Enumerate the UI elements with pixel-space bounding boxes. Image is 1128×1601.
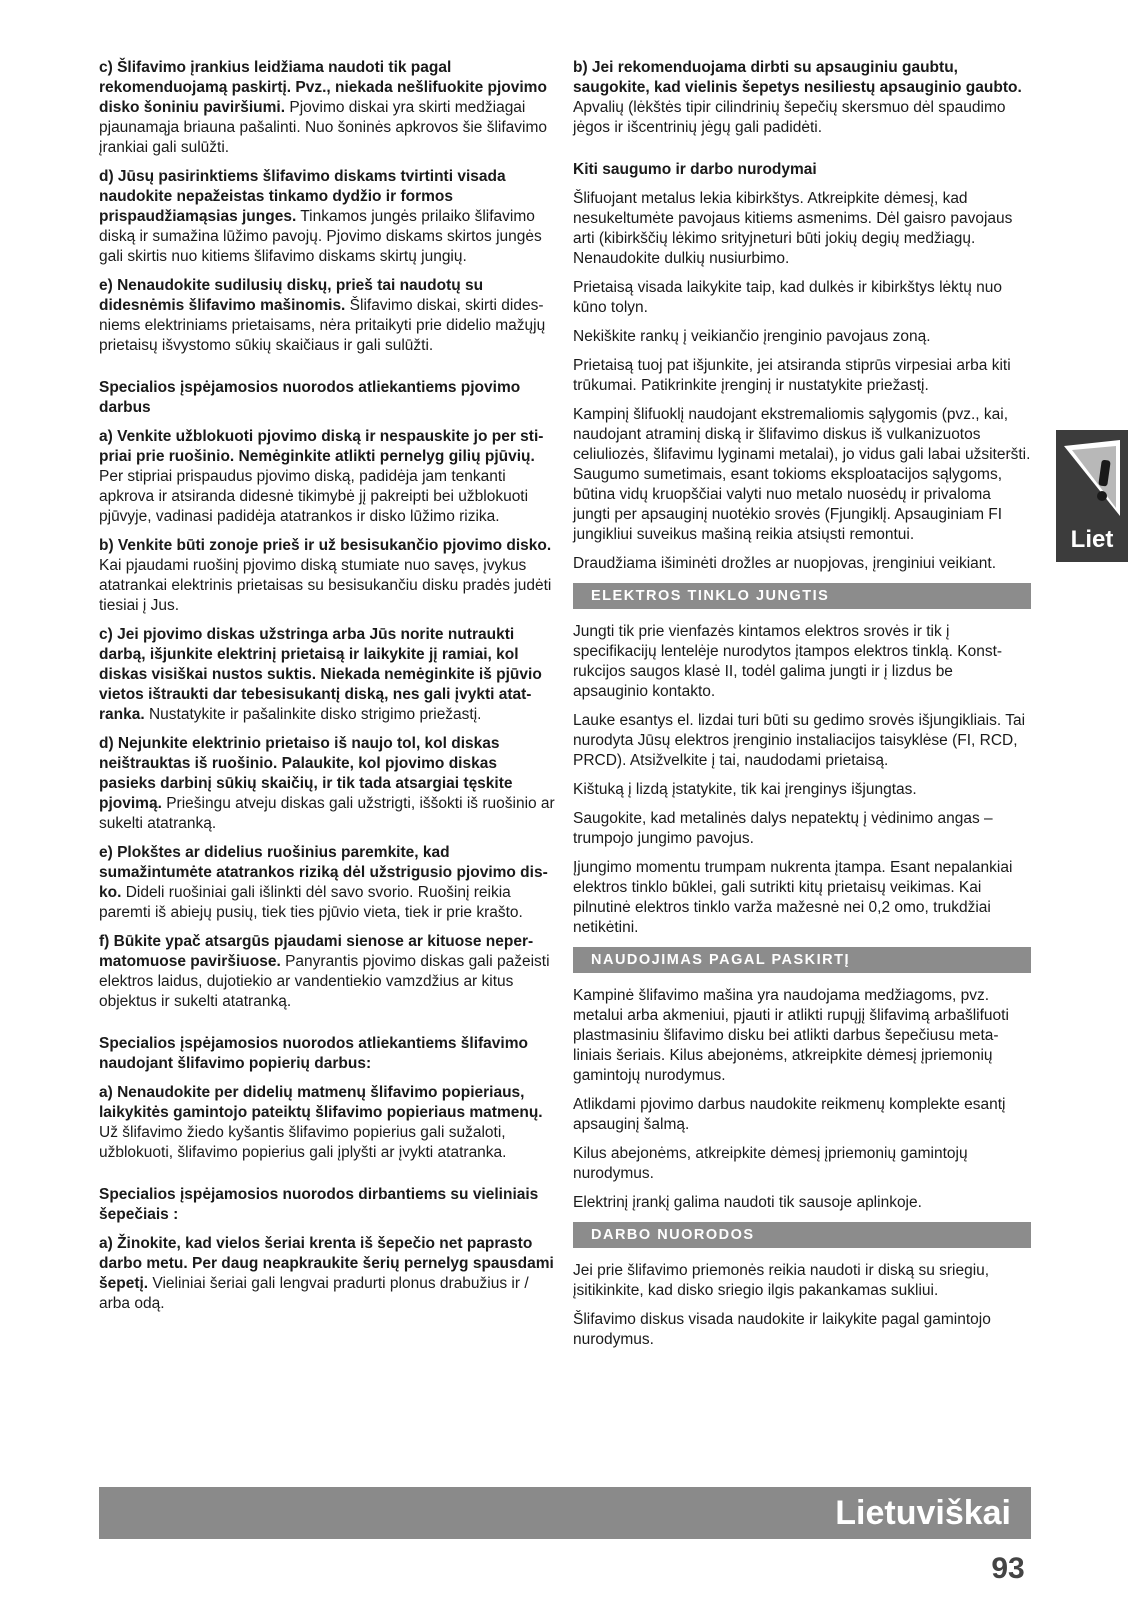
heading-other-safety: Kiti saugumo ir darbo nurodymai bbox=[573, 161, 817, 178]
paragraph-electric-4: Saugokite, kad metalinės dalys nepatektų į vėdinimo angas – trumpojo jungimo pavojus. bbox=[573, 810, 993, 847]
paragraph-electric-5: Įjungimo momentu trumpam nukrenta įtampa. Esant nepalankiai elektros tinklo būklei, gali sutrikti kitų prietaisų veikimas. Kai pilnutinė elektros tinklo varža mažesnė nei 0,2 omo, trukdžiai netikėtini. bbox=[573, 859, 1013, 936]
paragraph-other-6: Draudžiama išiminėti drožles ar nuopjovas, įrenginiui veikiant. bbox=[573, 555, 997, 572]
paragraph-use-2: Atlikdami pjovimo darbus naudokite reikmenų komplekte esantį apsauginį šalmą. bbox=[573, 1096, 1006, 1133]
section-header-electric: ELEKTROS TINKLO JUNGTIS bbox=[573, 583, 1031, 609]
right-column bbox=[573, 58, 1031, 1359]
paragraph-use-3: Kilus abejonėms, atkreipkite dėmesį įpriemonių gamintojų nurodymus. bbox=[573, 1145, 968, 1182]
paragraph-cut-d: d) Nejunkite elektrinio prietaiso iš naujo tol, kol diskas neištrauktas iš ruošinio. Palaukite, kol pjovimo diskas pasieks darbinį sūkių skaičių, ir tik tada atsargiai tęskite pjovimą. Priešingu atveju diskas gali užstrigti, iššokti iš ruošinio ar sukelti atatranką. bbox=[99, 735, 555, 832]
paragraph-other-1: Šlifuojant metalus lekia kibirkštys. Atkreipkite dėmesį, kad nesukeltumėte pavojaus kitiems asmenims. Dėl gaisro pavojaus arti (kibirkščių lėkimo srityjneturi būti jokių degių medžiagų. Nenaudokite dulkių nusiurbimo. bbox=[573, 190, 1013, 267]
paragraph-cut-a: a) Venkite užblokuoti pjovimo diską ir nespauskite jo per stipriai prie ruošinio. Nemėginkite atlikti pernelyg gilių pjūvių. Per stipriai prispaudus pjovimo diską, padidėja jam tenkanti apkrova ir atsiranda didesnė tikimybė jį pakreipti bei užblokuoti pjūvyje, vadinasi padidėja atatrankos ir disko lūžimo rizika. bbox=[99, 428, 544, 525]
paragraph-work-1: Jei prie šlifavimo priemonės reikia naudoti ir diską su sriegiu, įsitikinkite, kad disko sriegio ilgis pakankamas sukliui. bbox=[573, 1262, 990, 1299]
paragraph-brush-a: a) Žinokite, kad vielos šeriai krenta iš šepečio net paprasto darbo metu. Per daug neapkraukite šerių pernelyg spausdami šepetį. Vieliniai šeriai gali lengvai pradurti plonus drabužius ir / arba odą. bbox=[99, 1235, 554, 1312]
paragraph-electric-3: Kištuką į lizdą įstatykite, tik kai įrenginys išjungtas. bbox=[573, 781, 917, 798]
warning-icon bbox=[1062, 436, 1124, 522]
paragraph-cut-c: c) Jei pjovimo diskas užstringa arba Jūs norite nutraukti darbą, išjunkite elektrinį prietaisą ir laikykite jį ramiai, kol diskas visiškai nustos suktis. Niekada nemėginkite iš pjūvio vietos ištraukti dar tebesisukantį diską, nes gali įvykti atatranka. Nustatykite ir pašalinkite disko strigimo priežastį. bbox=[99, 626, 542, 723]
paragraph-cut-f: f) Būkite ypač atsargūs pjaudami sienose ar kituose nepermatomuose paviršiuose. Panyrantis pjovimo diskas gali pažeisti elektros laidus, dujotiekio ar vandentiekio vamzdžius ar kitus objektus ir sukelti atatranką. bbox=[99, 933, 550, 1010]
paragraph-cut-e: e) Plokštes ar didelius ruošinius paremkite, kad sumažintumėte atatrankos riziką dėl užstrigusio pjovimo disko. Dideli ruošiniai gali išlinkti dėl savo svorio. Ruošinį reikia paremti iš abiejų pusių, tiek ties pjūvio vieta, tiek ir prie krašto. bbox=[99, 844, 548, 921]
left-column bbox=[99, 58, 557, 1323]
paragraph-electric-2: Lauke esantys el. lizdai turi būti su gedimo srovės išjungikliais. Tai nurodyta Jūsų elektros įrenginio instaliacijos taisyklėse (FI, RCD, PRCD). Atsižvelkite į tai, naudodami prietaisą. bbox=[573, 712, 1026, 769]
heading-sanding-paper: Specialios įspėjamosios nuorodos atliekantiems šlifavimo naudojant šlifavimo popierių darbus: bbox=[99, 1035, 528, 1072]
paragraph-work-2: Šlifavimo diskus visada naudokite ir laikykite pagal gamintojo nurodymus. bbox=[573, 1311, 991, 1348]
footer-bar bbox=[99, 1487, 1031, 1539]
heading-wire-brushes: Specialios įspėjamosios nuorodos dirbantiems su vieliniais šepečiais : bbox=[99, 1186, 539, 1223]
paragraph-c: c) Šlifavimo įrankius leidžiama naudoti tik pagal rekomenduojamą paskirtį. Pvz., niekada nešlifuokite pjovimo disko šoniniu paviršiumi. Pjovimo diskai yra skirti medžiagai pjaunamąja briauna pašalinti. Nuo šoninės apkrovos šie šlifavimo įrankiai gali sulūžti. bbox=[99, 59, 548, 156]
paragraph-d: d) Jūsų pasirinktiems šlifavimo diskams tvirtinti visada naudokite nepažeistas tinkamo dydžio ir formos prispaudžiamąsias junges. Tinkamos jungės prilaiko šlifavimo diską ir sumažina lūžimo pavojų. Pjovimo diskams skirtos jungės gali skirtis nuo kitiems šlifavimo diskams skirtų jungių. bbox=[99, 168, 542, 265]
heading-cutting: Specialios įspėjamosios nuorodos atliekantiems pjovimo darbus bbox=[99, 379, 521, 416]
paragraph-other-2: Prietaisą visada laikykite taip, kad dulkės ir kibirkštys lėktų nuo kūno tolyn. bbox=[573, 279, 1003, 316]
language-tab-label: Liet bbox=[1070, 526, 1114, 553]
paragraph-use-4: Elektrinį įrankį galima naudoti tik sausoje aplinkoje. bbox=[573, 1194, 922, 1211]
section-header-intended-use: NAUDOJIMAS PAGAL PASKIRTĮ bbox=[573, 947, 1031, 973]
paragraph-e: e) Nenaudokite sudilusių diskų, prieš tai naudotų su didesnėmis šlifavimo mašinomis. Šlifavimo diskai, skirti didesniems elektriniams prietaisams, nėra pritaikyti prie didelio mažųjų prietaisų išvystomo sūkių skaičiaus ir gali sulūžti. bbox=[99, 277, 546, 354]
paragraph-electric-1: Jungti tik prie vienfazės kintamos elektros srovės ir tik į specifikacijų lentelėje nurodytos įtampos elektros tinklą. Konstrukcijos saugos klasė II, todėl galima jungti ir į lizdus be apsauginio kontakto. bbox=[573, 623, 1003, 700]
paragraph-brush-b: b) Jei rekomenduojama dirbti su apsauginiu gaubtu, saugokite, kad vielinis šepetys nesiliestų apsauginio gaubto. Apvalių (lėkštės tipir cilindrinių šepečių skersmuo dėl spaudimo jėgos ir išcentrinių jėgų gali padidėti. bbox=[573, 59, 1022, 136]
paragraph-other-5: Kampinį šlifuoklį naudojant ekstremaliomis sąlygomis (pvz., kai, naudojant atraminį diską ir šlifavimo diskus iš vulkanizuotos celiuliozės, šlifavimu lyginami metalai), jo vidus gali labai užsiteršti. Saugumo sumetimais, esant tokioms eksploatacijos sąlygoms, būtina vidų kruopščiai valyti nuo metalo nuosėdų ir privaloma jungti per apsauginį nuotėkio srovės (Fjungiklį. Apsauginiam FI jungikliui suveikus mašiną reikia atsiųsti remontui. bbox=[573, 406, 1031, 543]
paragraph-other-4: Prietaisą tuoj pat išjunkite, jei atsiranda stiprūs virpesiai arba kiti trūkumai. Patikrinkite įrenginį ir nustatykite priežastį. bbox=[573, 357, 1011, 394]
paragraph-use-1: Kampinė šlifavimo mašina yra naudojama medžiagoms, pvz. metalui arba akmeniui, pjauti ir atlikti rupųjį šlifavimą arbašlifuoti plastmasiniu šlifavimo disku bei atlikti darbus šepečiusu metaliniais šeriais. Kilus abejonėms, atkreipkite dėmesį įpriemonių gamintojų nurodymus. bbox=[573, 987, 1009, 1084]
footer-language-title: Lietuviškai bbox=[835, 1494, 1011, 1532]
section-header-work-instructions: DARBO NUORODOS bbox=[573, 1222, 1031, 1248]
language-tab bbox=[1056, 430, 1128, 562]
page-number: 93 bbox=[991, 1552, 1025, 1585]
paragraph-paper-a: a) Nenaudokite per didelių matmenų šlifavimo popieriaus, laikykitės gamintojo pateiktų šlifavimo popieriaus matmenų. Už šlifavimo žiedo kyšantis šlifavimo popierius gali sužaloti, užblokuoti, šlifavimo popierius gali įplyšti ar įvykti atatranka. bbox=[99, 1084, 543, 1161]
paragraph-cut-b: b) Venkite būti zonoje prieš ir už besisukančio pjovimo disko. Kai pjaudami ruošinį pjovimo diską stumiate nuo savęs, įvykus atatrankai elektrinis prietaisas su besisukančiu disku pradės judėti tiesiai į Jus. bbox=[99, 537, 552, 614]
paragraph-other-3: Nekiškite rankų į veikiančio įrenginio pavojaus zoną. bbox=[573, 328, 931, 345]
